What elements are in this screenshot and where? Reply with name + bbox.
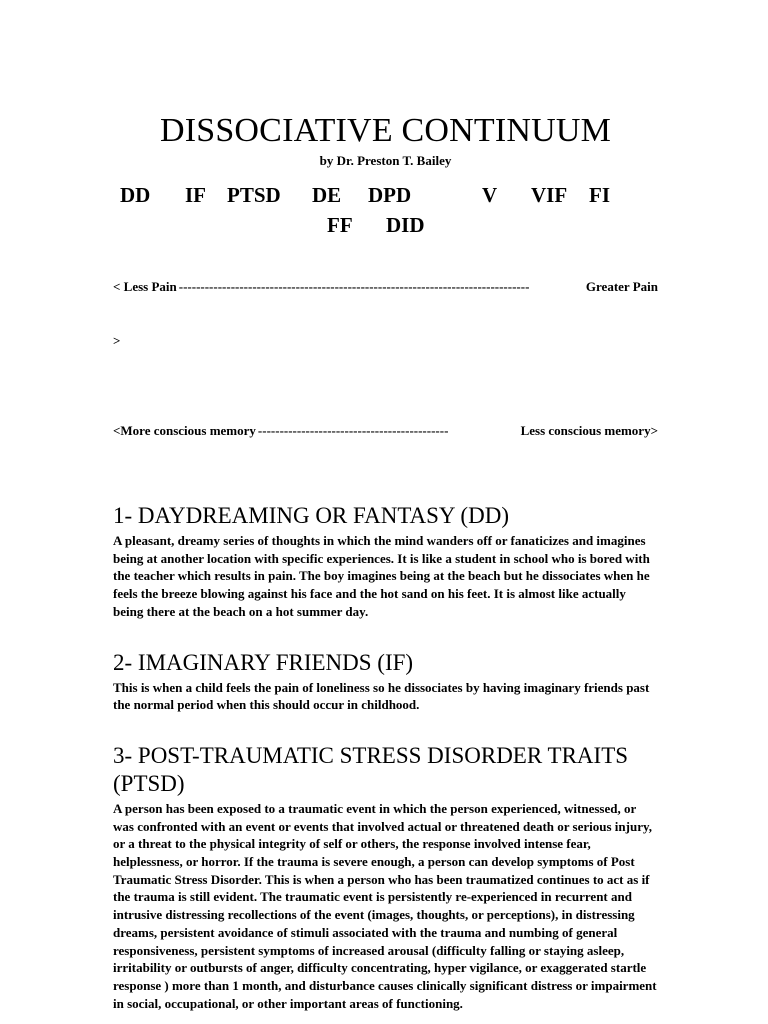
document-title: DISSOCIATIVE CONTINUUM [159,112,612,149]
section-body: This is when a child feels the pain of loneliness so he dissociates by having imaginary friends past the normal period when this should occur in childhood. [113,679,650,713]
abbr-v: V [482,183,498,207]
abbr-dpd: DPD [368,183,412,207]
continuum-abbreviations [113,182,658,242]
section-body: A person has been exposed to a traumatic event in which the person experienced, witnessed, or was confronted with an event or events that involved actual or threatened death or serious injury, or a threat to the physical integrity of self or others, the response involved intense fear, helplessness, or horror. If the trauma is severe enough, a person can develop symptoms of Post Traumatic Stress Disorder. This is when a person who has been traumatized continues to act as if the trauma is still evident. The traumatic event is persistently re-experienced in recurrent and intrusive distressing recollections of the event (images, thoughts, or perceptions), in distressing dreams, persistent avoidance of stimuli associated with the trauma and numbing of general responsiveness, persistent symptoms of increased arousal (difficulty falling or staying asleep, irritability or outbursts of anger, difficulty concentrating, hyper vigilance, or exaggerated startle response ) more than 1 month, and disturbance causes clinically significant distress or impairment in social, occupational, or other important areas of functioning. [113,800,657,1011]
abbr-vif: VIF [531,183,568,207]
section-heading: 3- POST-TRAUMATIC STRESS DISORDER TRAITS (PTSD) [113,742,629,796]
abbr-dd: DD [120,183,151,207]
less-pain-label: < Less Pain [113,279,177,294]
abbr-fi: FI [589,183,610,207]
section-imaginary-friends [113,649,658,714]
section-ptsd [113,742,658,1012]
section-daydreaming [113,502,658,621]
section-heading: 1- DAYDREAMING OR FANTASY (DD) [113,503,509,528]
document-author: by Dr. Preston T. Bailey [319,153,452,168]
greater-pain-label: Greater Pain [585,279,658,294]
section-heading: 2- IMAGINARY FRIENDS (IF) [113,649,414,675]
document-page [113,110,658,1012]
abbr-did: DID [386,213,425,237]
abbr-ptsd: PTSD [227,183,281,207]
pain-scale [113,242,658,386]
section-body: A pleasant, dreamy series of thoughts in which the mind wanders off or fanaticizes and imagines being at another location with specific experiences. It is like a student in school who is bored with the teacher which results in pain. The boy imagines being at the beach but he dissociates when he feels the breeze blowing against his face and the hot sand on his feet. It is almost like actually being there at the beach on a hot summer day. [113,533,650,619]
more-memory-label: <More conscious memory [113,423,256,438]
abbr-ff: FF [327,213,353,237]
memory-scale [113,386,658,476]
less-memory-label: Less conscious memory> [520,423,658,438]
memory-scale-line: -------------------------------------------- [257,423,449,438]
abbr-if: IF [185,183,206,207]
abbr-de: DE [312,183,342,207]
pain-scale-line: --------------------------------------------------------------------------------- [178,279,530,294]
pain-scale-wrap: > [113,333,121,348]
